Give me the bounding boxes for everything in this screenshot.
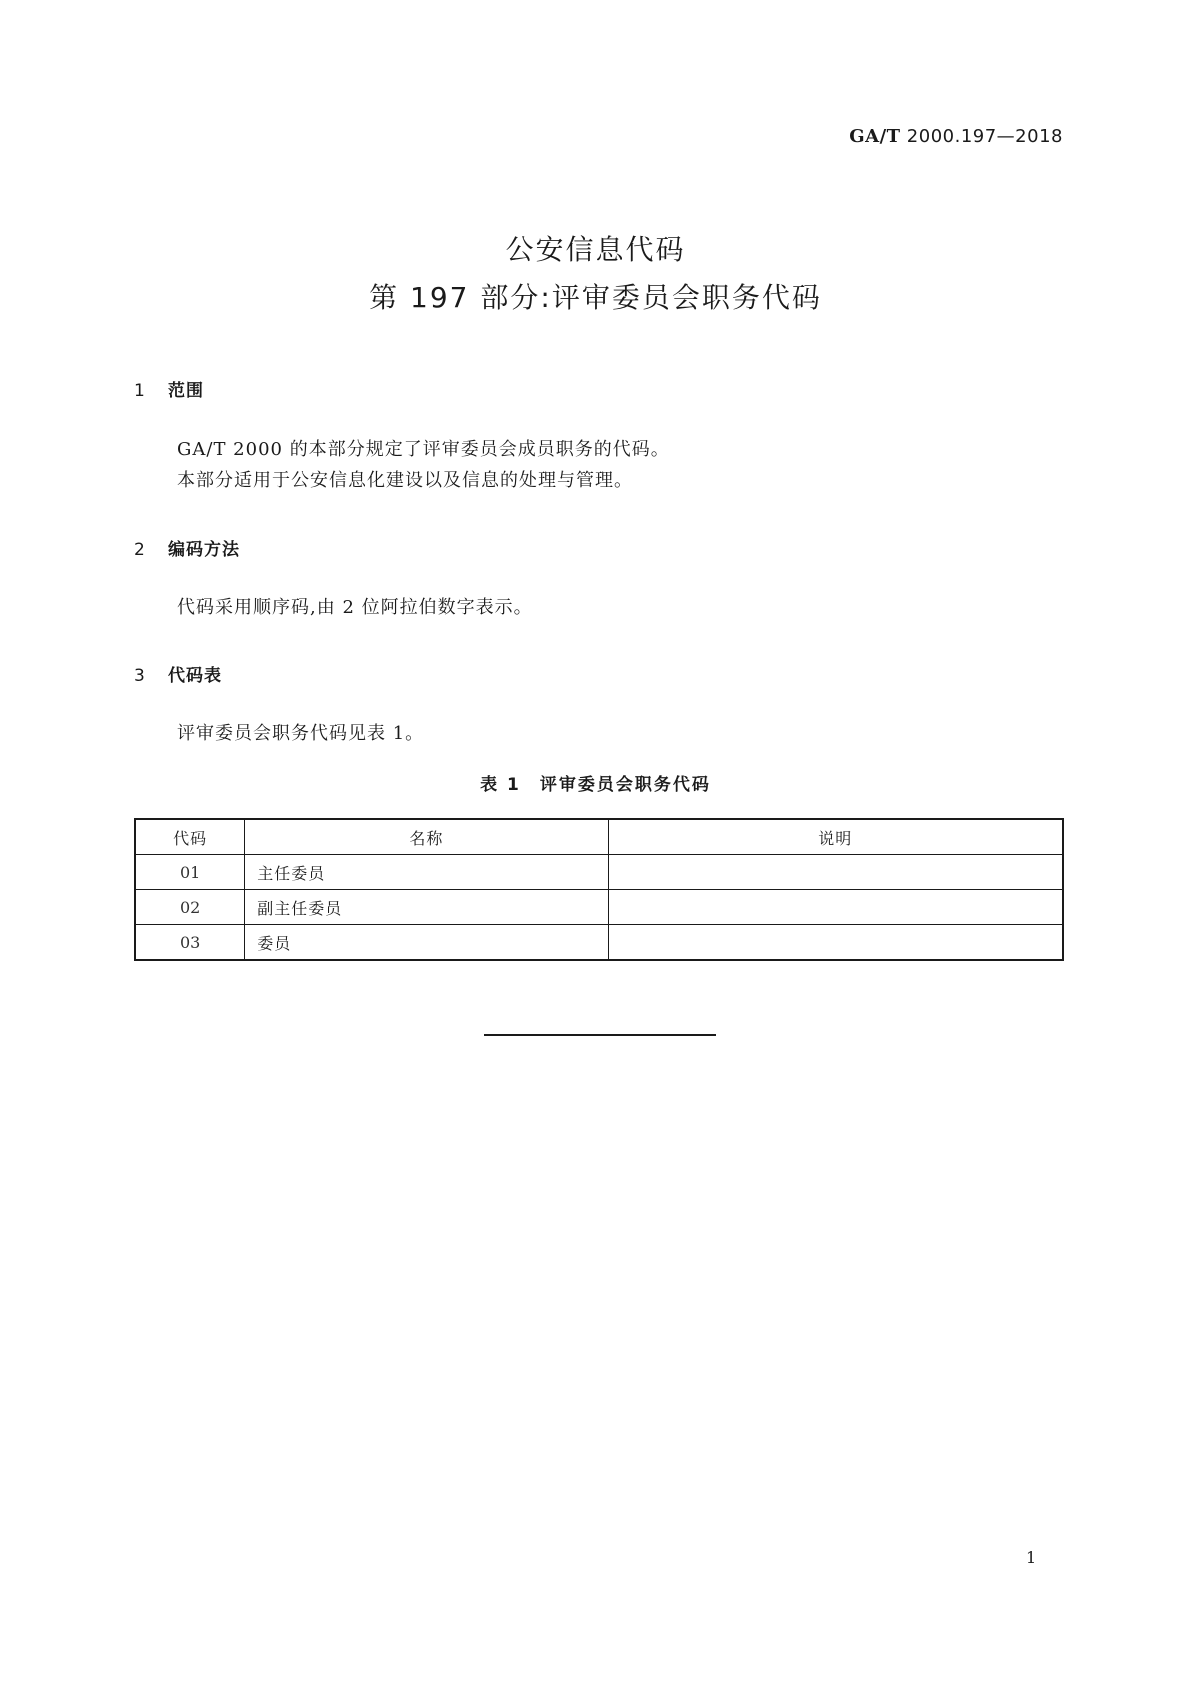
cell-note: [608, 855, 1063, 890]
section-1-paragraph-2: 本部分适用于公安信息化建设以及信息的处理与管理。: [177, 470, 633, 491]
section-number: 2: [134, 540, 146, 560]
cell-note: [608, 890, 1063, 925]
table-caption: 表 1 评审委员会职务代码: [480, 775, 711, 795]
code-table: [134, 818, 1064, 961]
end-of-document-rule: [484, 1034, 716, 1036]
table-row: [135, 855, 1063, 890]
section-title: 范围: [168, 381, 204, 401]
title-line-1: 公安信息代码: [505, 233, 686, 266]
document-title: [0, 226, 1191, 322]
cell-code: 02: [135, 890, 245, 925]
cell-code: 01: [135, 855, 245, 890]
standard-number: [849, 126, 1063, 147]
standard-code: 2000.197—2018: [906, 126, 1063, 147]
column-header-note: 说明: [608, 819, 1063, 855]
table-header-row: [135, 819, 1063, 855]
title-line-2: 第 197 部分:评审委员会职务代码: [369, 281, 822, 314]
cell-name: 委员: [245, 925, 608, 961]
section-title: 编码方法: [168, 540, 240, 560]
section-1-heading: [134, 376, 204, 401]
standard-prefix: GA/T: [849, 126, 901, 147]
section-2-heading: [134, 535, 240, 560]
cell-code: 03: [135, 925, 245, 961]
section-title: 代码表: [168, 666, 222, 686]
cell-name: 主任委员: [245, 855, 608, 890]
cell-name: 副主任委员: [245, 890, 608, 925]
cell-note: [608, 925, 1063, 961]
table-row: [135, 925, 1063, 961]
column-header-name: 名称: [245, 819, 608, 855]
section-2-paragraph-1: 代码采用顺序码,由 2 位阿拉伯数字表示。: [177, 597, 533, 618]
section-number: 1: [134, 381, 146, 401]
column-header-code: 代码: [135, 819, 245, 855]
section-1-paragraph-1: GA/T 2000 的本部分规定了评审委员会成员职务的代码。: [177, 439, 670, 460]
section-3-paragraph-1: 评审委员会职务代码见表 1。: [177, 723, 425, 744]
table-row: [135, 890, 1063, 925]
page-number: 1: [1026, 1548, 1037, 1567]
section-3-heading: [134, 661, 222, 686]
section-number: 3: [134, 666, 146, 686]
